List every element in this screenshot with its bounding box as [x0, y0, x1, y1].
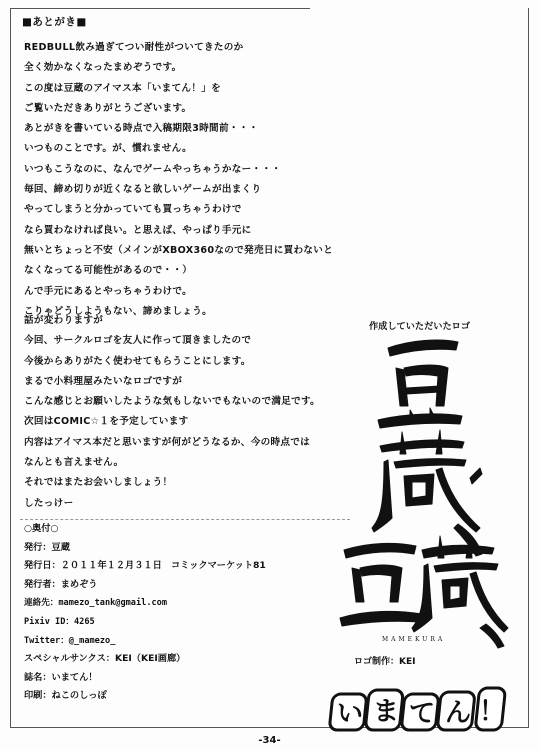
afterword-line: やってしまうと分かっていても買っちゃうわけで [24, 204, 242, 216]
logo-caption: 作成していただいたロゴ [369, 321, 471, 332]
afterword-line: ご覧いただきありがとうございます。 [24, 102, 192, 114]
paragraph-line: それではまたお会いしましょう！ [24, 477, 173, 489]
afterword-line: なら買わなければ良い。と思えば、やっぱり手元に [24, 224, 252, 236]
title-logo [326, 684, 526, 736]
afterword-heading: ■あとがき■ [22, 16, 87, 28]
colophon [24, 520, 344, 706]
afterword-line: あとがきを書いている時点で入稿期限3時間前・・・ [24, 123, 259, 135]
afterword-line: こりゃどうしようもない、諦めましょう。 [24, 305, 212, 317]
colophon-pixiv: Pixiv ID：4265 [24, 616, 95, 627]
afterword-line: んで手元にあるとやっちゃうわけで。 [24, 285, 193, 297]
afterword-line: なくなってる可能性があるので・・） [24, 265, 193, 277]
paragraph-line: 内容はアイマス本だと思いますが何がどうなるか、今の時点では [24, 436, 311, 448]
title-logo-char: て [408, 699, 436, 729]
imaten-title-logo-icon [326, 684, 526, 736]
colophon-twitter: Twitter：@_mamezo_ [24, 635, 116, 646]
page-number: -34- [258, 735, 281, 746]
paragraph-line: 今回、サークルロゴを友人に作って頂きましたので [24, 335, 252, 347]
paragraph-line: まるで小料理屋みたいなロゴですが [24, 375, 183, 387]
logo-credit: ロゴ制作：KEI [354, 657, 416, 667]
afterword-line: いつもこうなのに、なんでゲームやっちゃうかなー・・・ [24, 163, 282, 175]
paragraph-line: 話が変わりますが [24, 315, 104, 326]
colophon-printer: 印刷：ねこのしっぽ [24, 690, 107, 702]
second-paragraph [24, 311, 354, 514]
afterword-line: 毎回、締め切りが近くなると欲しいゲームが出まくり [24, 184, 262, 196]
colophon-issuer: 発行者：まめぞう [24, 578, 98, 590]
paragraph-line: 次回はCOMIC☆１を予定しています [24, 416, 189, 428]
colophon-title: 誌名：いまてん！ [24, 671, 98, 683]
afterword-line: いつものことです。が、慣れません。 [24, 143, 193, 155]
title-logo-char: ま [372, 697, 400, 727]
mamekura-logo-brush-icon [330, 328, 510, 650]
colophon-publisher: 発行：豆蔵 [24, 541, 70, 553]
paragraph-line: 今後からありがたく使わせてもらうことにします。 [24, 355, 251, 367]
colophon-thanks: スペシャルサンクス：KEI（KEI画廊） [24, 653, 186, 665]
afterword-line: この度は豆蔵のアイマス本「いまてん！」を [24, 82, 222, 94]
colophon-header: ○奥付○ [24, 523, 59, 534]
paragraph-line: こんな感じとお願いしたような気もしないでもないので満足です。 [24, 396, 321, 408]
title-logo-char: ！ [478, 697, 506, 727]
paragraph-line: なんとも言えません。 [24, 457, 124, 469]
paragraph-line: したっけー [24, 497, 74, 509]
title-logo-char: い [336, 699, 364, 729]
afterword-text [24, 38, 504, 322]
colophon-date: 発行日：２０１１年１２月３１日 コミックマーケット81 [24, 560, 266, 572]
logo-subtitle: MAMEKURA [382, 636, 446, 643]
title-logo-char: ん [444, 698, 472, 728]
colophon-contact: 連絡先：mamezo_tank@gmail.com [24, 598, 168, 609]
afterword-line: 全く効かなくなったまめぞうです。 [24, 62, 182, 74]
afterword-line: REDBULL飲み過ぎてつい耐性がついてきたのか [24, 42, 244, 53]
circle-logo [330, 328, 510, 650]
afterword-line: 無いとちょっと不安（メインがXBOX360なので発売日に買わないと [24, 244, 334, 256]
